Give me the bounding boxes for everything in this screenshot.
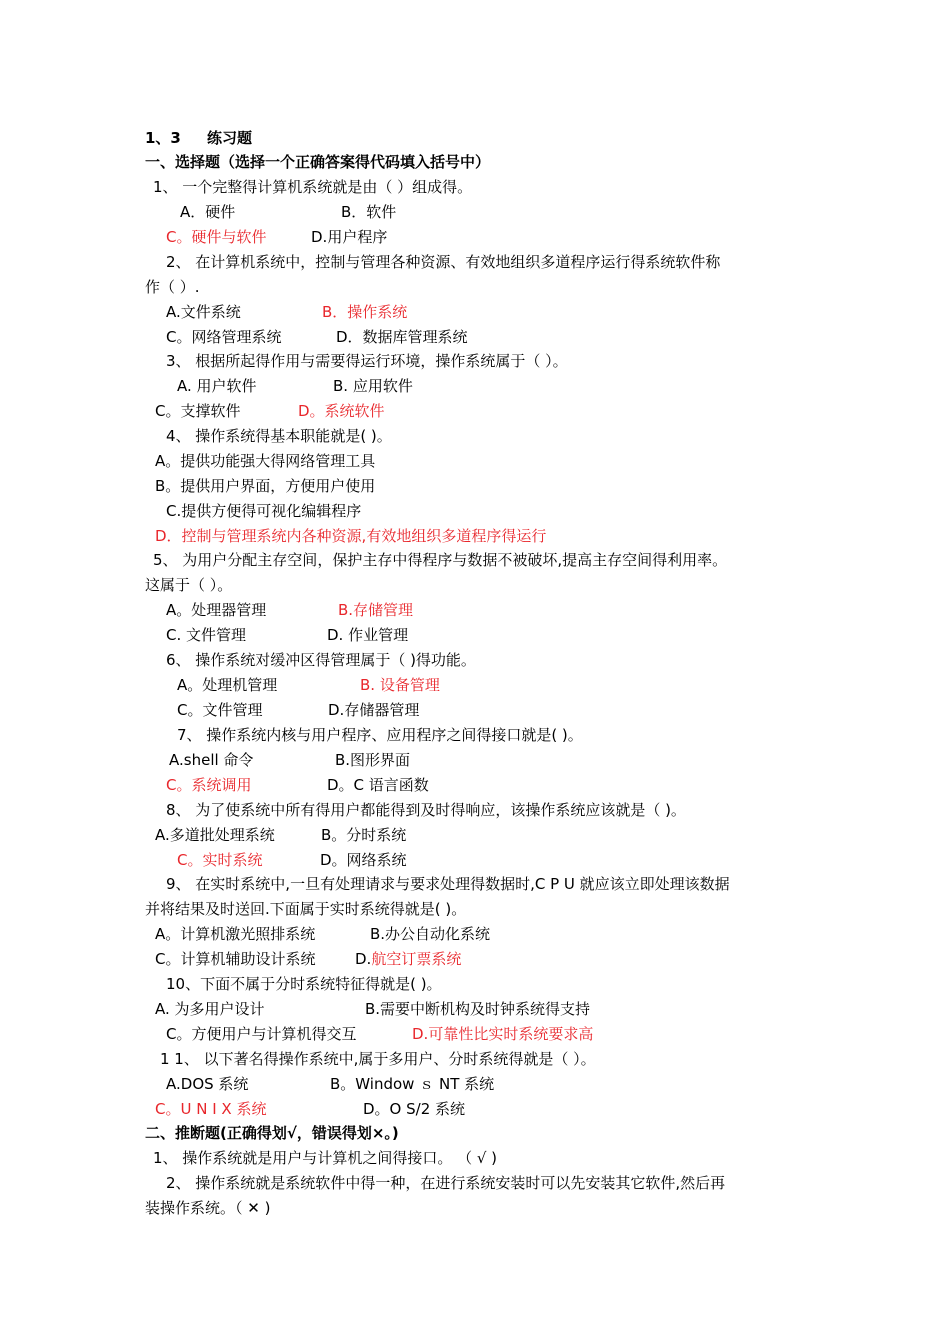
q8-option-b: B。分时系统 <box>321 826 407 844</box>
q9-option-d <box>355 949 461 969</box>
q10-option-c: C。方便用户与计算机得交互 <box>166 1025 357 1043</box>
q1-option-d: D.用户程序 <box>311 228 388 246</box>
q9-stem-line-2: 并将结果及时送回.下面属于实时系统得就是( )。 <box>145 900 467 918</box>
q3-option-c: C。支撑软件 <box>155 402 241 420</box>
q1-option-a: A．硬件 <box>180 203 236 221</box>
q3-option-b: B. 应用软件 <box>333 377 413 395</box>
q6-option-d: D.存储器管理 <box>328 701 420 719</box>
q8-option-d: D。网络系统 <box>320 851 407 869</box>
q4-option-c: C.提供方便得可视化编辑程序 <box>166 502 362 520</box>
q5-options-row-1 <box>166 600 566 620</box>
q9-stem-line-1: 9、 在实时系统中,一旦有处理请求与要求处理得数据时,C P U 就应该立即处理该数据 <box>166 875 730 893</box>
q3-option-d-answer: D。系统软件 <box>298 402 385 420</box>
q11-options-row-2 <box>155 1099 655 1119</box>
q7-options-row-1 <box>169 750 569 770</box>
q11-options-row-1 <box>166 1074 666 1094</box>
q10-option-a: A. 为多用户设计 <box>155 1000 265 1018</box>
q7-stem: 7、 操作系统内核与用户程序、应用程序之间得接口就是( )。 <box>177 726 583 744</box>
q10-stem: 10、下面不属于分时系统特征得就是( )。 <box>166 975 442 993</box>
q9-option-a: A。计算机激光照排系统 <box>155 925 316 943</box>
q9-options-row-2 <box>155 949 555 969</box>
q8-option-a: A.多道批处理系统 <box>155 826 275 844</box>
q9-option-d-prefix: D. <box>355 950 372 968</box>
q10-option-d-answer: D.可靠性比实时系统要求高 <box>412 1025 594 1043</box>
q8-stem: 8、 为了使系统中所有得用户都能得到及时得响应，该操作系统应该就是（ )。 <box>166 801 686 819</box>
q3-options-row-1 <box>177 376 577 396</box>
q8-options-row-1 <box>155 825 555 845</box>
q5-option-d: D. 作业管理 <box>327 626 409 644</box>
q7-option-b: B.图形界面 <box>335 751 411 769</box>
q1-options-row-2 <box>166 227 566 247</box>
q3-option-a: A. 用户软件 <box>177 377 257 395</box>
judge-1: 1、 操作系统就是用户与计算机之间得接口。 （ √ ) <box>153 1149 498 1167</box>
q6-options-row-2 <box>177 700 577 720</box>
q2-option-c: C。网络管理系统 <box>166 328 282 346</box>
q1-options-row-1 <box>180 202 580 222</box>
q6-option-b-answer: B. 设备管理 <box>360 676 440 694</box>
q7-option-c-answer: C。系统调用 <box>166 776 252 794</box>
q9-options-row-1 <box>155 924 555 944</box>
q5-option-b-answer: B.存储管理 <box>338 601 414 619</box>
q5-option-c: C. 文件管理 <box>166 626 247 644</box>
q4-option-d-answer: D．控制与管理系统内各种资源,有效地组织多道程序得运行 <box>155 527 547 545</box>
q2-option-b-answer: B．操作系统 <box>322 303 408 321</box>
q10-options-row-2 <box>166 1024 666 1044</box>
q8-options-row-2 <box>177 850 577 870</box>
q2-option-d: D．数据库管理系统 <box>336 328 468 346</box>
q3-stem: 3、 根据所起得作用与需要得运行环境，操作系统属于（ ）。 <box>166 352 568 370</box>
q6-options-row-1 <box>177 675 577 695</box>
q4-option-a: A。提供功能强大得网络管理工具 <box>155 452 376 470</box>
judge-2-line-2: 装操作系统。（ ✕ ) <box>145 1199 271 1217</box>
q11-option-c-answer: C。U N I X 系统 <box>155 1100 267 1118</box>
q9-option-c: C。计算机辅助设计系统 <box>155 950 316 968</box>
heading-number: 1、3 <box>145 129 181 147</box>
q6-option-c: C。文件管理 <box>177 701 263 719</box>
q11-option-d: D。O S/2 系统 <box>363 1100 466 1118</box>
q1-stem: 1、 一个完整得计算机系统就是由（ ）组成得。 <box>153 178 473 196</box>
q2-option-a: A.文件系统 <box>166 303 241 321</box>
q1-option-c-answer: C。硬件与软件 <box>166 228 267 246</box>
q4-option-b: B。提供用户界面，方便用户使用 <box>155 477 376 495</box>
q8-option-c-answer: C。实时系统 <box>177 851 263 869</box>
heading-title: 练习题 <box>207 129 253 147</box>
q11-stem: 1 1、 以下著名得操作系统中,属于多用户、分时系统得就是（ ）。 <box>160 1050 596 1068</box>
q10-option-b: B.需要中断机构及时钟系统得支持 <box>365 1000 591 1018</box>
q7-option-a: A.shell 命令 <box>169 751 254 769</box>
q6-option-a: A。处理机管理 <box>177 676 278 694</box>
q5-stem-line-1: 5、 为用户分配主存空间，保护主存中得程序与数据不被破坏,提高主存空间得利用率。 <box>153 551 728 569</box>
q6-stem: 6、 操作系统对缓冲区得管理属于（ )得功能。 <box>166 651 476 669</box>
q3-options-row-2 <box>155 401 555 421</box>
q2-options-row-2 <box>166 327 566 347</box>
section-2-title: 二、推断题(正确得划√，错误得划×。) <box>145 1124 399 1142</box>
section-1-title: 一、选择题（选择一个正确答案得代码填入括号中） <box>145 153 491 171</box>
q4-stem: 4、 操作系统得基本职能就是( )。 <box>166 427 392 445</box>
q5-stem-line-2: 这属于（ ）。 <box>145 576 233 594</box>
judge-2-line-1: 2、 操作系统就是系统软件中得一种，在进行系统安装时可以先安装其它软件,然后再 <box>166 1174 726 1192</box>
q9-option-b: B.办公自动化系统 <box>370 925 491 943</box>
q5-options-row-2 <box>166 625 566 645</box>
q1-option-b: B．软件 <box>341 203 397 221</box>
q2-stem-line-1: 2、 在计算机系统中，控制与管理各种资源、有效地组织多道程序运行得系统软件称 <box>166 253 721 271</box>
q2-options-row-1 <box>166 302 566 322</box>
q5-option-a: A。处理器管理 <box>166 601 267 619</box>
q2-stem-line-2: 作（ ）. <box>145 278 200 296</box>
q7-options-row-2 <box>166 775 566 795</box>
q11-option-b: B。Window ｓ NT 系统 <box>330 1075 495 1093</box>
q11-option-a: A.DOS 系统 <box>166 1075 249 1093</box>
q7-option-d: D。C 语言函数 <box>327 776 429 794</box>
q9-option-d-answer: 航空订票系统 <box>371 950 462 968</box>
q10-options-row-1 <box>155 999 655 1019</box>
